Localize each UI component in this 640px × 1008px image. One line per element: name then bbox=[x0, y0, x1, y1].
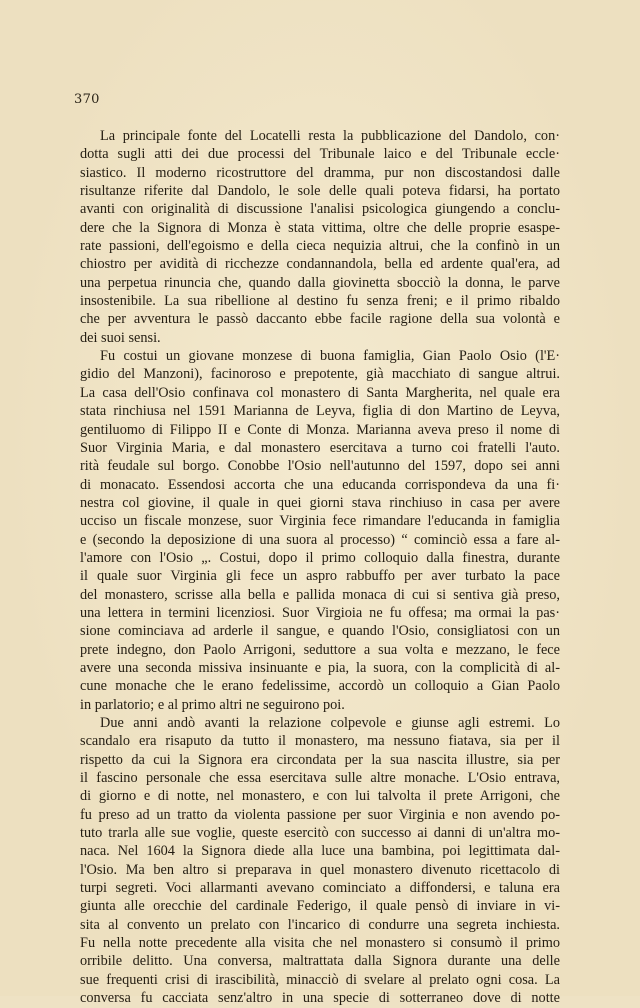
text-line: La casa dell'Osio confinava col monastero di Santa Margherita, nel quale era bbox=[80, 384, 560, 401]
text-line: rità feudale sul borgo. Conobbe l'Osio nell'autunno del 1597, dopo sei anni bbox=[80, 458, 560, 475]
text-line: stata rinchiusa nel 1591 Marianna de Leyva, figlia di don Martino de Leyva, bbox=[80, 403, 560, 420]
text-line: sita al convento un prelato con l'incarico di condurre una segreta inchiesta. bbox=[80, 916, 560, 933]
text-line: siastico. Il moderno ricostruttore del dramma, pur non discostandosi dalle bbox=[80, 164, 560, 181]
text-line: di giorno e di notte, nel monastero, e con lui talvolta il prete Arrigoni, che bbox=[80, 788, 560, 805]
text-line: dotta sugli atti dei due processi del Tribunale laico e del Tribunale eccle· bbox=[80, 146, 560, 163]
text-line: dere che la Signora di Monza è stata vittima, oltre che delle proprie esaspe- bbox=[80, 219, 560, 236]
text-line: Fu nella notte precedente alla visita che nel monastero si consumò il primo bbox=[80, 935, 560, 952]
text-line: dei suoi sensi. bbox=[80, 329, 161, 346]
text-line: ucciso un fiscale monzese, suor Virginia fece rimandare l'educanda in famiglia bbox=[80, 513, 560, 530]
text-line: prete indegno, don Paolo Arrigoni, seduttore a sua volta e mezzano, le fece bbox=[80, 641, 560, 658]
text-line: di monacato. Essendosi accorta che una educanda corrispondeva da una fi· bbox=[80, 476, 560, 493]
text-line: sione cominciava ad arderle il sangue, e quando l'Osio, consigliatosi con un bbox=[80, 623, 560, 640]
text-line: chiostro per avidità di ricchezze condannandola, bella ed ardente qual'era, ad bbox=[80, 256, 560, 273]
body-text bbox=[80, 127, 560, 1008]
text-line: conversa fu cacciata senz'altro in una specie di sotterraneo dove di notte bbox=[80, 990, 560, 1007]
text-line: La principale fonte del Locatelli resta la pubblicazione del Dandolo, con· bbox=[100, 128, 560, 144]
text-line: avere una seconda missiva insinuante e pia, la suora, con la complicità di al- bbox=[80, 659, 560, 676]
text-line: Suor Virginia Maria, e dal monastero esercitava a turno coi fratelli l'auto. bbox=[80, 439, 560, 456]
text-line: turpi segreti. Voci allarmanti avevano cominciato a diffondersi, e taluna era bbox=[80, 880, 560, 897]
text-line: il fascino personale che essa esercitava sulle altre monache. L'Osio entrava, bbox=[80, 770, 560, 787]
text-line: gentiluomo di Filippo II e Conte di Monza. Marianna aveva preso il nome di bbox=[80, 421, 560, 438]
text-line: insostenibile. La sua ribellione al destino fu senza freni; e il primo ribaldo bbox=[80, 293, 560, 310]
text-line: orribile delitto. Una conversa, maltrattata dalla Signora durante una delle bbox=[80, 953, 560, 970]
text-line: Due anni andò avanti la relazione colpevole e giunse agli estremi. Lo bbox=[100, 715, 560, 731]
text-line: rispetto da cui la Signora era circondata per la sua nascita illustre, sia per bbox=[80, 751, 560, 768]
text-line: una lettera in termini licenziosi. Suor Virgioia ne fu offesa; ma ormai la pas· bbox=[80, 604, 560, 621]
text-line: l'Osio. Ma ben altro si preparava in quel monastero divenuto ricettacolo di bbox=[80, 861, 560, 878]
text-line: e (secondo la deposizione di una suora al processo) “ cominciò essa a fare al- bbox=[80, 531, 560, 548]
text-line: risultanze riferite dal Dandolo, le sole delle quali poteva fidarsi, ha portato bbox=[80, 183, 560, 200]
text-line: in parlatorio; e al primo altri ne seguirono poi. bbox=[80, 696, 345, 713]
text-line: l'amore con l'Osio „. Costui, dopo il primo colloquio dalla finestra, durante bbox=[80, 549, 560, 566]
text-line: del monastero, scrisse alla bella e pallida monaca di cui si sentiva già preso, bbox=[80, 586, 560, 603]
text-line: sue frequenti crisi di irascibilità, minacciò di svelare al prelato ogni cosa. La bbox=[80, 971, 560, 988]
text-line: naca. Nel 1604 la Signora diede alla luce una bambina, poi legittimata dal- bbox=[80, 843, 560, 860]
text-line: fu preso ad un tratto da violenta passione per suor Virginia e non avendo po- bbox=[80, 806, 560, 823]
text-line: tuto trarla alle sue voglie, queste esercitò con successo ai danni di un'altra mo- bbox=[80, 825, 560, 842]
text-line: cune monache che le erano fedelissime, accordò un colloquio a Gian Paolo bbox=[80, 678, 560, 695]
text-line: avanti con originalità di discussione l'analisi psicologica giungendo a conclu- bbox=[80, 201, 560, 218]
page-number: 370 bbox=[74, 92, 100, 107]
text-line: nestra col giovine, il quale in quei giorni stava rinchiuso in casa per avere bbox=[80, 494, 560, 511]
text-line: gidio del Manzoni), facinoroso e prepotente, già macchiato di sangue altrui. bbox=[80, 366, 560, 383]
text-line: che per avventura le passò daccanto ebbe facile ragione della sua volontà e bbox=[80, 311, 560, 328]
text-line: il quale suor Virginia gli fece un aspro rabbuffo per aver turbato la pace bbox=[80, 568, 560, 585]
text-line: Fu costui un giovane monzese di buona famiglia, Gian Paolo Osio (l'E· bbox=[100, 348, 560, 365]
text-line: rate passioni, dell'egoismo e della cieca nequizia altrui, che la confinò in un bbox=[80, 238, 560, 255]
text-line: una perpetua rinuncia che, quando dalla giovinetta sbocciò la donna, le parve bbox=[80, 274, 560, 291]
text-line: scandalo era risaputo da tutto il monastero, ma nessuno fiatava, sia per il bbox=[80, 733, 560, 750]
text-line: giunta alle orecchie del cardinale Federigo, il quale pensò di inviare in vi- bbox=[80, 898, 560, 915]
